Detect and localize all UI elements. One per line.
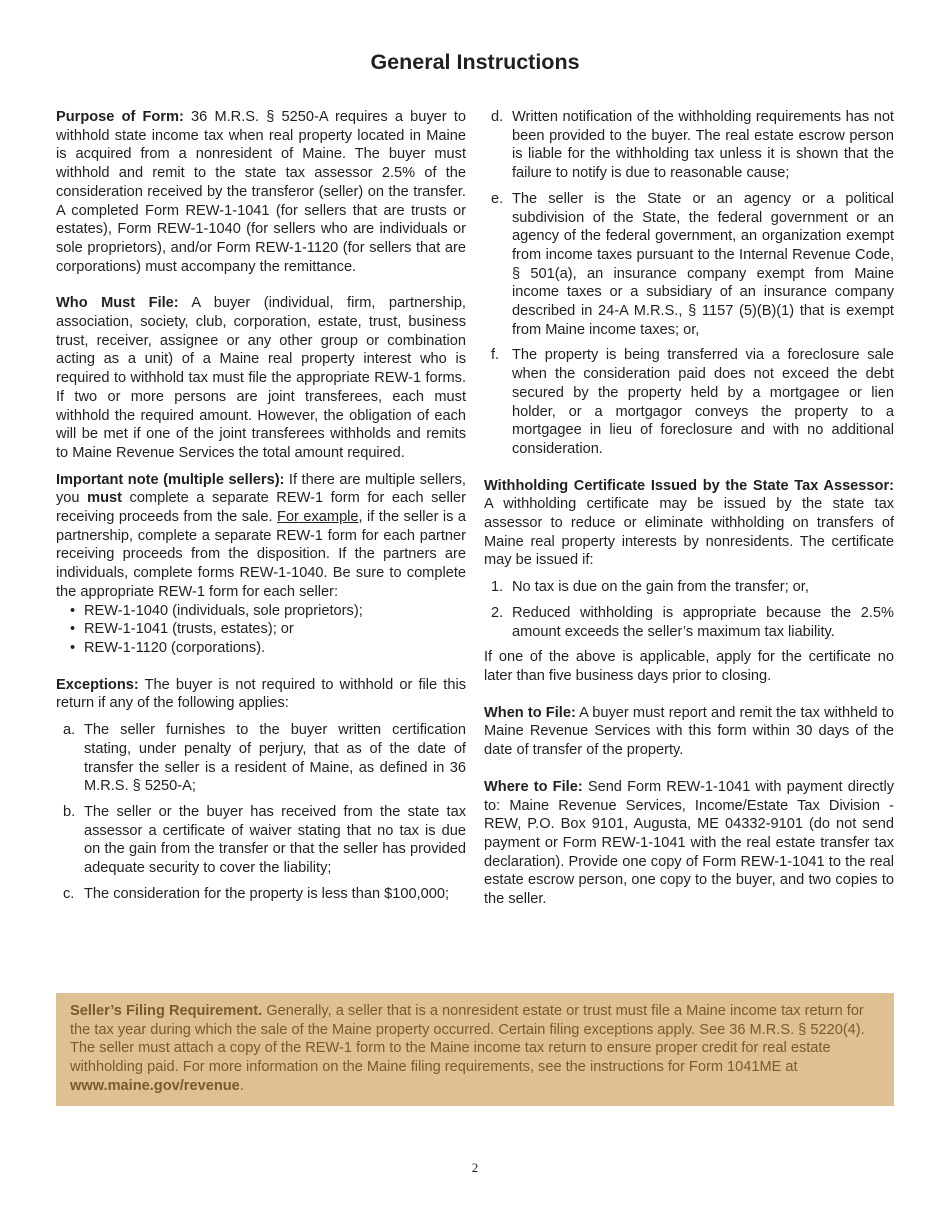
form-type-list	[56, 602, 466, 658]
where-heading: Where to File:	[484, 778, 583, 795]
important-text-3: , if the seller is a partnership, complete a separate REW-1 form for each partner receiving proceeds from the disposition. If the partners are individuals, complete forms REW-1-1040. Be sure to complete the appropriate REW-1 form for each seller:	[56, 509, 466, 600]
where-to-file	[484, 778, 894, 909]
when-to-file	[484, 704, 894, 760]
who-must-file	[56, 294, 466, 462]
list-item: • REW-1-1120 (corporations).	[70, 639, 266, 656]
purpose-of-form	[56, 108, 466, 276]
revenue-link[interactable]: www.maine.gov/revenue	[70, 1077, 240, 1094]
purpose-heading: Purpose of Form:	[56, 109, 184, 125]
important-text-1: If there are multiple sellers, you	[56, 471, 466, 507]
withholding-certificate	[484, 477, 894, 571]
callout-text: Seller’s Filing Requirement. Generally, a seller that is a nonresident estate or trust must file a Maine income tax return for the tax year during which the sale of the Maine property occurred. Certain filing exceptions apply. See 36 M.R.S. § 5220(4). The seller must attach a copy of the REW-1 form to the Maine income tax return to ensure proper credit for real estate withholding paid. For more information on the Maine filing requirements, see the instructions for Form 1041ME at www.maine.gov/revenue.	[70, 1003, 865, 1094]
important-example: For example	[277, 509, 359, 526]
page-number: 2	[471, 1160, 479, 1175]
list-item: b. The seller or the buyer has received from the state tax assessor a certificate of waiver stating that no tax is due on the gain from the transfer or that the seller has provided adequate security to cover the liability;	[63, 803, 466, 877]
list-item: c. The consideration for the property is less than $100,000;	[63, 885, 450, 902]
important-text-2: complete a separate REW-1 form for each seller receiving proceeds from the sale.	[56, 490, 467, 526]
important-note	[56, 471, 466, 602]
right-column	[484, 108, 894, 909]
bullet-icon: •	[70, 602, 76, 619]
list-item: • REW-1-1040 (individuals, sole proprietors);	[70, 602, 363, 619]
where-text: Send Form REW-1-1041 with payment directly to: Maine Revenue Services, Income/Estate Tax Division - REW, P.O. Box 9101, Augusta, ME 04332-9101 (do not send payment or Form REW-1-1041 with the real estate transfer tax declaration). Provide one copy of Form REW-1-1041 to the real estate escrow person, one copy to the buyer, and two copies to the seller.	[484, 778, 894, 908]
exceptions-text: The buyer is not required to withhold or file this return if any of the following applies:	[56, 676, 466, 712]
certificate-after: If one of the above is applicable, apply for the certificate no later than five business days prior to closing.	[484, 649, 894, 684]
certificate-heading: Withholding Certificate Issued by the State Tax Assessor:	[484, 477, 894, 494]
certificate-list	[484, 578, 894, 641]
exceptions-list	[56, 721, 466, 903]
list-item: • REW-1-1041 (trusts, estates); or	[70, 621, 294, 638]
left-column	[56, 108, 466, 910]
when-heading: When to File:	[484, 704, 576, 721]
purpose-text: 36 M.R.S. § 5250-A requires a buyer to withhold state income tax when real property located in Maine is acquired from a nonresident of Maine. The buyer must withhold and remit to the state tax assessor 2.5% of the consideration received by the transferor (seller) on the transfer. A completed Form REW-1-1041 (for sellers that are trusts or estates), Form REW-1-1040 (for sellers who are individuals or sole proprietors), and/or Form REW-1-1120 (for sellers that are corporations) must accompany the remittance.	[56, 109, 467, 275]
exceptions	[56, 676, 466, 713]
who-text: A buyer (individual, firm, partnership, association, society, club, corporation, estate, trust, business trust, receiver, assignee or any other group or combination acting as a unit) of a Maine real property interest who is required to withhold tax must file the appropriate REW-1 forms. If two or more persons are joint transferees, each must withhold the required amount. However, the obligation of each will be met if one of the joint transferees withholds and remits to Maine Revenue Services the total amount required.	[56, 295, 466, 461]
page-title: General Instructions	[370, 50, 580, 74]
important-must: must	[87, 490, 122, 507]
who-heading: Who Must File:	[56, 295, 179, 312]
list-item: 2. Reduced withholding is appropriate because the 2.5% amount exceeds the seller’s maximum tax liability.	[491, 604, 894, 640]
bullet-icon: •	[70, 639, 76, 656]
important-heading: Important note (multiple sellers):	[56, 471, 285, 488]
certificate-text: A withholding certificate may be issued by the state tax assessor to reduce or eliminate withholding on transfers of Maine real property interests by nonresidents. The certificate may be issued if:	[484, 496, 894, 569]
list-item: d. Written notification of the withholding requirements has not been provided to the buyer. The real estate escrow person is liable for the withholding tax unless it is shown that the failure to notify is due to reasonable cause;	[491, 109, 894, 182]
callout-heading: Seller’s Filing Requirement.	[70, 1003, 263, 1019]
exceptions-heading: Exceptions:	[56, 676, 139, 693]
list-item: 1. No tax is due on the gain from the transfer; or,	[491, 579, 809, 596]
sellers-filing-requirement-box	[56, 993, 894, 1106]
list-item: a. The seller furnishes to the buyer written certification stating, under penalty of perjury, that as of the date of transfer the seller is a resident of Maine, as defined in 36 M.R.S. § 5250-A;	[63, 722, 466, 795]
exceptions-list-continued	[484, 108, 894, 459]
bullet-icon: •	[70, 621, 76, 638]
when-text: A buyer must report and remit the tax withheld to Maine Revenue Services with this form within 30 days of the date of transfer of the property.	[484, 704, 894, 759]
list-item: e. The seller is the State or an agency or a political subdivision of the State, the federal government or an agency of the federal government, an organization exempt from income taxes pursuant to the Internal Revenue Code, § 501(a), an insurance company exempt from Maine income taxes or a subsidiary of an insurance company described in 24-A M.R.S., § 1157 (5)(B)(1) that is exempt from Maine income taxes; or,	[491, 190, 894, 338]
list-item: f. The property is being transferred via a foreclosure sale when the consideration paid does not exceed the debt secured by the property held by a mortgagee or lien holder, or a mortgagor conveys the property to a mortgagee in lieu of foreclosure and with no additional consideration.	[491, 347, 894, 457]
